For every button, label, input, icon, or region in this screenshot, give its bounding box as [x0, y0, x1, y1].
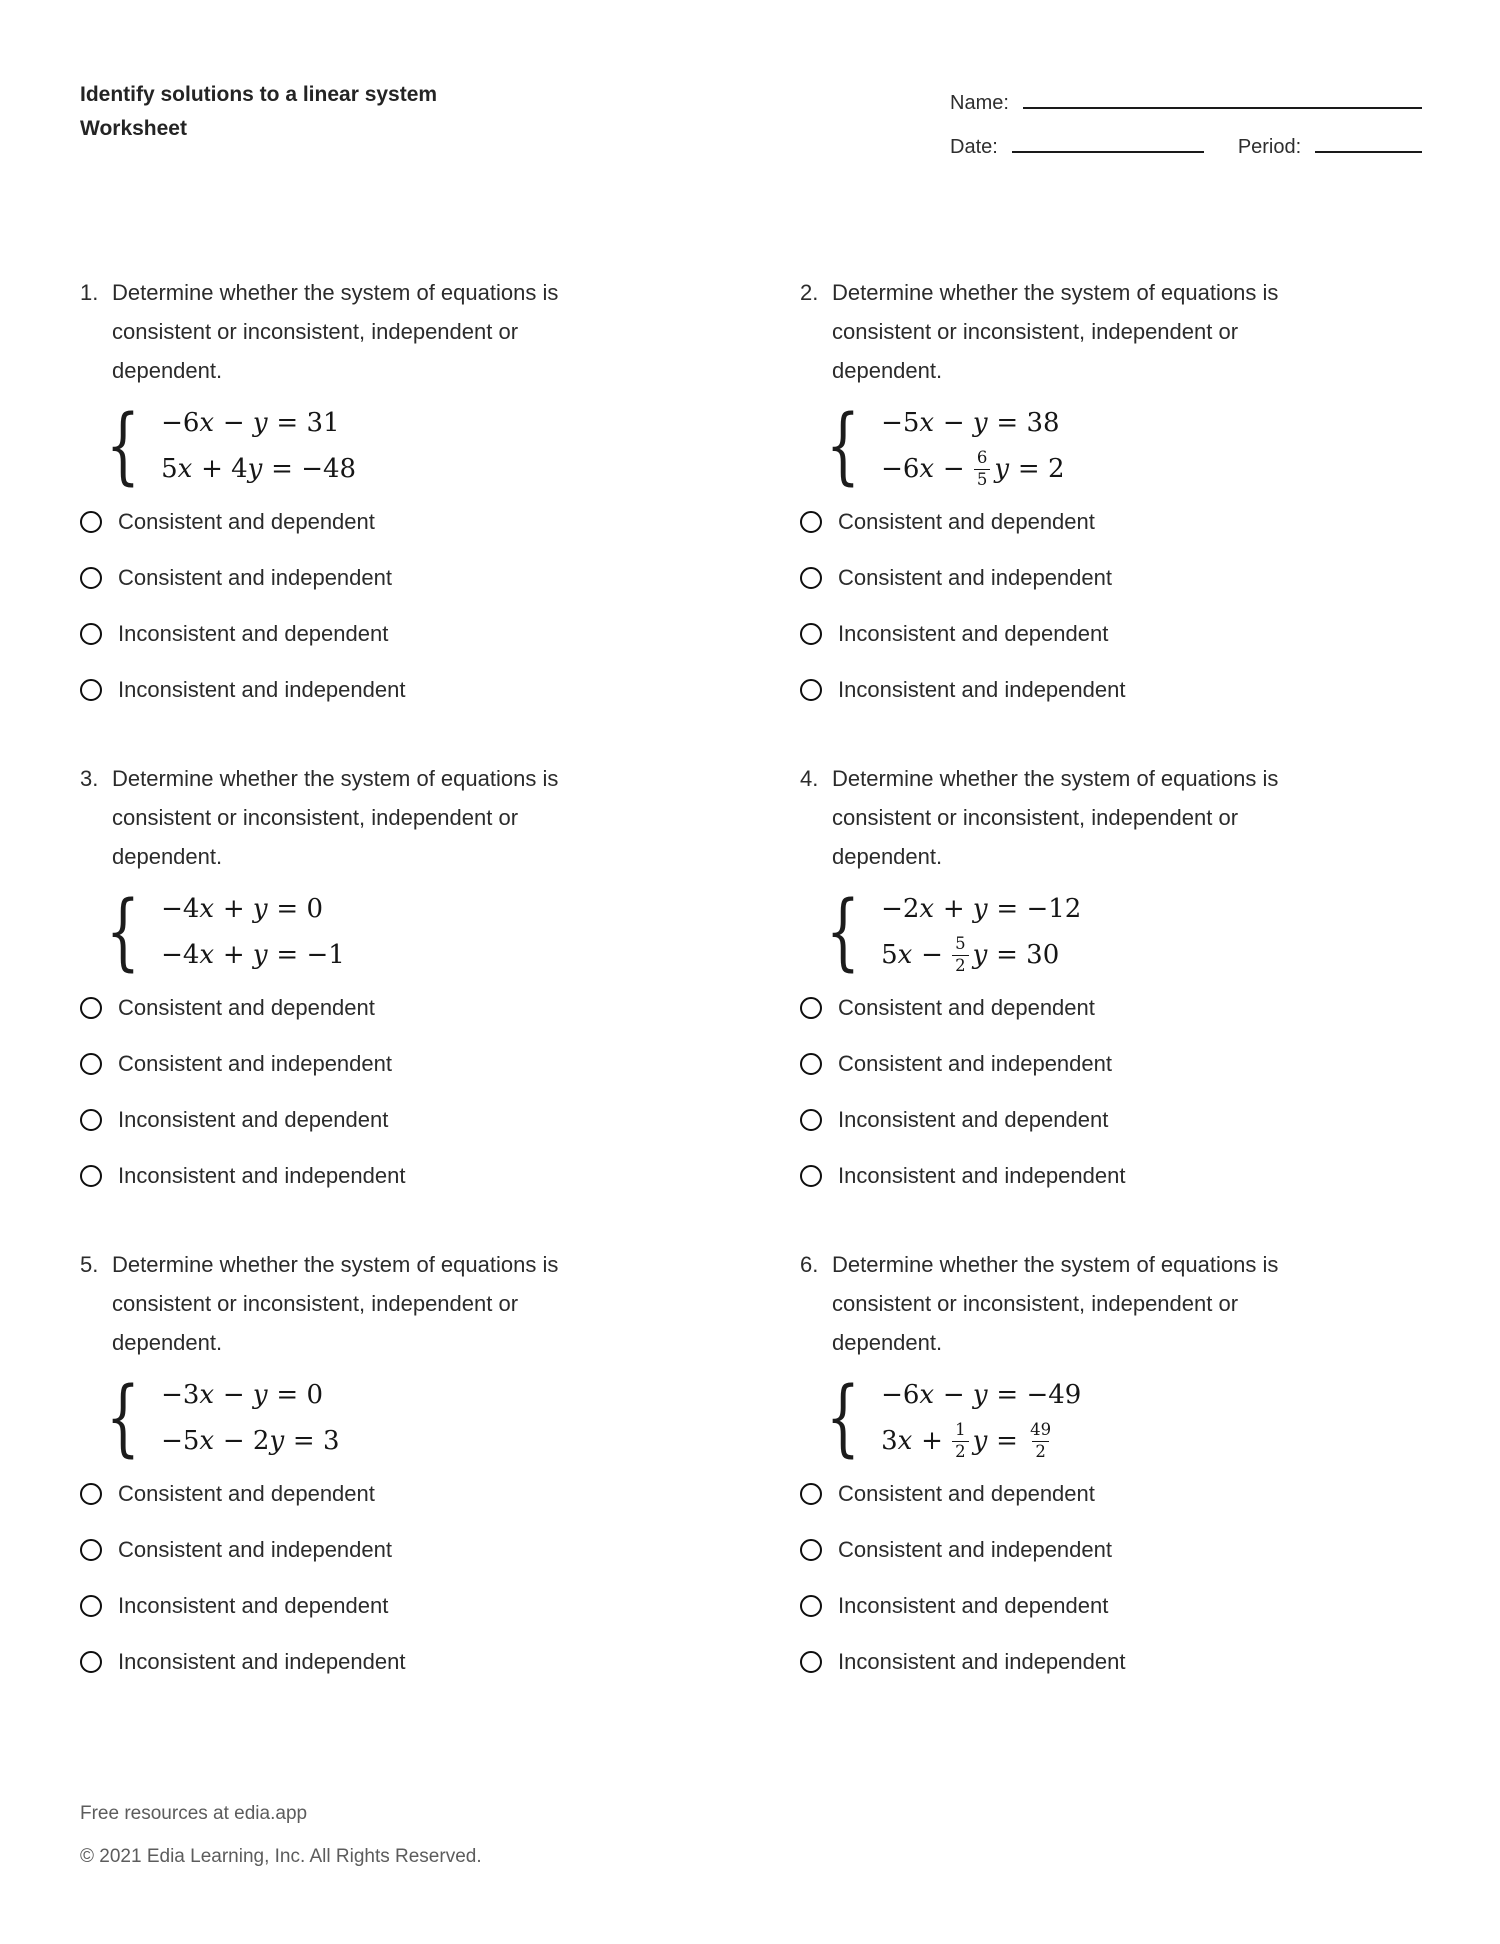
radio-button[interactable] [80, 679, 102, 701]
answer-option-label: Consistent and independent [118, 1051, 392, 1076]
equation: 3 x + $\frac{1}{2}$ y = $\frac{49}{2}$ [881, 1418, 1081, 1464]
student-fields [950, 92, 1422, 159]
math-variable: y [269, 1426, 285, 1456]
system-left-brace: { [106, 1369, 140, 1467]
radio-button[interactable] [800, 567, 822, 589]
answer-option-label: Consistent and dependent [838, 509, 1095, 534]
math-variable: x [199, 1380, 215, 1410]
radio-button[interactable] [80, 1595, 102, 1617]
question-block [800, 273, 1420, 701]
equation-system [106, 1369, 700, 1467]
question-number: 6. [800, 1252, 819, 1277]
math-variable: y [252, 408, 269, 438]
math-variable: y [247, 454, 263, 484]
equation-system [826, 397, 1420, 495]
radio-button[interactable] [800, 623, 822, 645]
math-variable: x [199, 894, 215, 924]
answer-option-label: Consistent and independent [118, 565, 392, 590]
answer-option[interactable] [800, 1482, 1420, 1505]
answer-options [800, 996, 1420, 1187]
math-variable: y [972, 940, 988, 970]
equation-system [826, 883, 1420, 981]
math-variable: x [199, 1426, 215, 1456]
radio-button[interactable] [800, 1053, 822, 1075]
answer-option-label: Inconsistent and independent [838, 1163, 1126, 1188]
title-block [80, 78, 437, 146]
math-variable: y [972, 1380, 989, 1410]
answer-option-label: Consistent and independent [838, 565, 1112, 590]
question-block [80, 273, 700, 701]
math-variable: x [919, 1380, 935, 1410]
fraction: $\frac{1}{2}$ [952, 1422, 969, 1460]
worksheet-title: Identify solutions to a linear system [80, 83, 438, 106]
radio-button[interactable] [80, 1053, 102, 1075]
equation: 5 x + 4 y = −48 [161, 454, 357, 484]
footer-resources-line: Free resources at edia.app [80, 1803, 308, 1824]
equation-lines [881, 1372, 1081, 1464]
question-number: 2. [800, 280, 819, 305]
answer-option[interactable] [800, 1594, 1420, 1617]
worksheet-header [0, 0, 1500, 159]
system-left-brace: { [106, 883, 140, 981]
date-blank-line [1012, 139, 1204, 153]
equation-system [826, 1369, 1420, 1467]
answer-option-label: Consistent and independent [838, 1051, 1112, 1076]
radio-button[interactable] [80, 1651, 102, 1673]
equation: −5 x − y = 38 [881, 408, 1060, 438]
question-block [800, 1245, 1420, 1673]
answer-options [80, 1482, 700, 1673]
radio-button[interactable] [80, 567, 102, 589]
question-prompt-row [80, 273, 700, 390]
radio-button[interactable] [800, 1651, 822, 1673]
question-prompt: Determine whether the system of equations is consistent or inconsistent, independent or dependent. [112, 1252, 559, 1355]
equation-system [106, 397, 700, 495]
system-left-brace: { [826, 1369, 860, 1467]
question-prompt-row [800, 1245, 1420, 1362]
question-number: 5. [80, 1252, 99, 1277]
math-variable: x [897, 940, 913, 970]
answer-option[interactable] [80, 1052, 700, 1075]
equation-lines [161, 1372, 339, 1464]
question-block [80, 759, 700, 1187]
radio-button[interactable] [80, 1539, 102, 1561]
answer-option[interactable] [80, 1482, 700, 1505]
answer-options [80, 510, 700, 701]
answer-option-label: Inconsistent and independent [118, 1649, 406, 1674]
answer-option[interactable] [80, 1108, 700, 1131]
radio-button[interactable] [800, 1595, 822, 1617]
radio-button[interactable] [80, 997, 102, 1019]
answer-option[interactable] [800, 1650, 1420, 1673]
question-prompt-row [80, 759, 700, 876]
system-left-brace: { [106, 397, 140, 495]
answer-option[interactable] [80, 510, 700, 533]
answer-option[interactable] [800, 1538, 1420, 1561]
math-variable: x [919, 408, 935, 438]
radio-button[interactable] [80, 623, 102, 645]
radio-button[interactable] [800, 679, 822, 701]
answer-option-label: Consistent and dependent [838, 1481, 1095, 1506]
answer-option[interactable] [80, 1650, 700, 1673]
worksheet-footer [80, 1792, 482, 1878]
radio-button[interactable] [800, 997, 822, 1019]
radio-button[interactable] [800, 1483, 822, 1505]
answer-option-label: Inconsistent and dependent [838, 1107, 1109, 1132]
period-label: Period: [1237, 136, 1302, 158]
equation: −6 x − y = −49 [881, 1380, 1082, 1410]
math-variable: x [919, 894, 935, 924]
answer-option-label: Inconsistent and independent [118, 1163, 406, 1188]
question-number: 4. [800, 766, 819, 791]
footer-copyright-line: © 2021 Edia Learning, Inc. All Rights Reserved. [80, 1846, 482, 1867]
question-block [800, 759, 1420, 1187]
math-variable: y [252, 894, 269, 924]
question-prompt: Determine whether the system of equations is consistent or inconsistent, independent or dependent. [832, 766, 1279, 869]
question-prompt: Determine whether the system of equations is consistent or inconsistent, independent or dependent. [832, 1252, 1279, 1355]
answer-option[interactable] [800, 996, 1420, 1019]
equation: 5 x − $\frac{5}{2}$ y = 30 [881, 934, 1060, 975]
answer-option-label: Consistent and dependent [118, 995, 375, 1020]
math-variable: y [252, 940, 269, 970]
question-number: 3. [80, 766, 99, 791]
answer-options [80, 996, 700, 1187]
answer-option[interactable] [80, 1164, 700, 1187]
answer-option-label: Inconsistent and independent [838, 677, 1126, 702]
period-blank-line [1315, 139, 1422, 153]
name-field-row [950, 92, 1422, 115]
answer-option-label: Consistent and dependent [118, 509, 375, 534]
name-label: Name: [950, 92, 1009, 114]
question-block [80, 1245, 700, 1673]
equation-lines [881, 886, 1081, 978]
worksheet-subtitle: Worksheet [80, 117, 187, 140]
math-variable: x [177, 454, 193, 484]
answer-option-label: Consistent and dependent [838, 995, 1095, 1020]
answer-option-label: Consistent and independent [118, 1537, 392, 1562]
answer-option-label: Inconsistent and independent [118, 677, 406, 702]
question-prompt: Determine whether the system of equations is consistent or inconsistent, independent or dependent. [832, 280, 1279, 383]
question-number: 1. [80, 280, 99, 305]
answer-option-label: Consistent and dependent [118, 1481, 375, 1506]
answer-option[interactable] [800, 1052, 1420, 1075]
answer-option-label: Inconsistent and dependent [838, 621, 1109, 646]
equation: −5 x − 2 y = 3 [161, 1426, 340, 1456]
radio-button[interactable] [800, 1165, 822, 1187]
answer-option-label: Inconsistent and dependent [838, 1593, 1109, 1618]
answer-option[interactable] [800, 622, 1420, 645]
question-prompt-row [80, 1245, 700, 1362]
math-variable: y [252, 1380, 269, 1410]
math-variable: y [972, 1426, 988, 1456]
question-prompt: Determine whether the system of equations is consistent or inconsistent, independent or dependent. [112, 766, 559, 869]
math-variable: y [972, 894, 989, 924]
equation-lines [881, 400, 1064, 492]
math-variable: x [897, 1426, 913, 1456]
equation-lines [161, 886, 345, 978]
question-prompt: Determine whether the system of equations is consistent or inconsistent, independent or dependent. [112, 280, 559, 383]
math-variable: x [199, 408, 215, 438]
math-variable: x [199, 940, 215, 970]
math-variable: x [919, 454, 935, 484]
questions-grid [0, 273, 1500, 1673]
fraction: $\frac{49}{2}$ [1030, 1420, 1052, 1461]
equation: −3 x − y = 0 [161, 1380, 323, 1410]
question-prompt-row [800, 273, 1420, 390]
radio-button[interactable] [80, 1109, 102, 1131]
answer-option[interactable] [80, 678, 700, 701]
answer-option-label: Inconsistent and independent [838, 1649, 1126, 1674]
equation: −4 x + y = 0 [161, 894, 323, 924]
radio-button[interactable] [800, 511, 822, 533]
answer-option[interactable] [800, 510, 1420, 533]
name-blank-line [1023, 95, 1422, 109]
answer-option[interactable] [800, 678, 1420, 701]
date-period-field-row [950, 136, 1422, 159]
fraction: $\frac{5}{2}$ [952, 936, 969, 974]
answer-option[interactable] [80, 996, 700, 1019]
system-left-brace: { [826, 397, 860, 495]
math-variable: y [994, 454, 1010, 484]
system-left-brace: { [826, 883, 860, 981]
answer-option[interactable] [80, 1594, 700, 1617]
answer-option[interactable] [80, 1538, 700, 1561]
equation-lines [161, 400, 356, 492]
answer-options [800, 510, 1420, 701]
answer-option-label: Inconsistent and dependent [118, 621, 389, 646]
date-label: Date: [950, 136, 998, 158]
radio-button[interactable] [800, 1539, 822, 1561]
answer-option[interactable] [800, 566, 1420, 589]
answer-option[interactable] [800, 1164, 1420, 1187]
radio-button[interactable] [80, 511, 102, 533]
equation: −6 x − y = 31 [161, 408, 340, 438]
equation: −4 x + y = −1 [161, 940, 345, 970]
question-prompt-row [800, 759, 1420, 876]
radio-button[interactable] [800, 1109, 822, 1131]
answer-option[interactable] [80, 622, 700, 645]
radio-button[interactable] [80, 1165, 102, 1187]
answer-option-label: Consistent and independent [838, 1537, 1112, 1562]
equation-system [106, 883, 700, 981]
answer-option-label: Inconsistent and dependent [118, 1107, 389, 1132]
fraction: $\frac{6}{5}$ [974, 450, 991, 488]
radio-button[interactable] [80, 1483, 102, 1505]
answer-option[interactable] [80, 566, 700, 589]
math-variable: y [972, 408, 989, 438]
equation: −2 x + y = −12 [881, 894, 1082, 924]
answer-option-label: Inconsistent and dependent [118, 1593, 389, 1618]
answer-option[interactable] [800, 1108, 1420, 1131]
answer-options [800, 1482, 1420, 1673]
equation: −6 x − $\frac{6}{5}$ y = 2 [881, 448, 1065, 489]
